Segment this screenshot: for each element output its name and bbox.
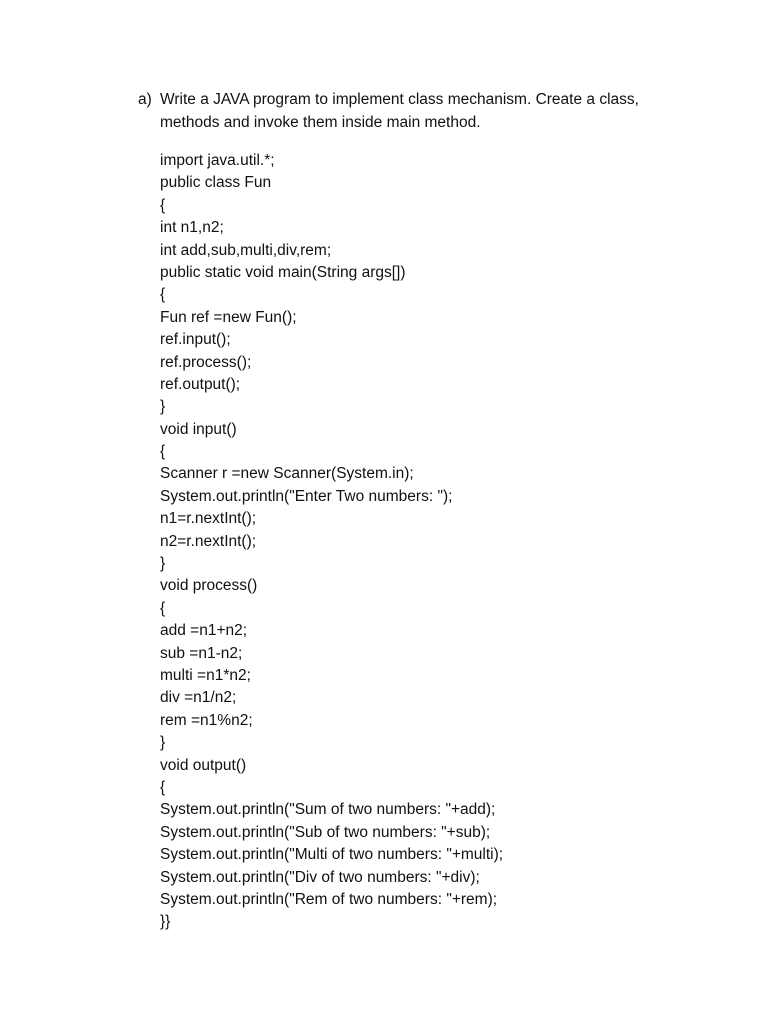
code-line: System.out.println("Enter Two numbers: ");	[160, 487, 453, 505]
code-line: Scanner r =new Scanner(System.in);	[160, 465, 414, 483]
code-line: sub =n1-n2;	[160, 644, 243, 662]
code-line: int n1,n2;	[160, 219, 224, 237]
code-line: Fun ref =new Fun();	[160, 308, 297, 326]
question-line: Write a JAVA program to implement class mechanism. Create a class,	[160, 91, 639, 108]
code-line: }	[160, 555, 166, 573]
code-line: void process()	[160, 577, 258, 595]
code-line: System.out.println("Rem of two numbers: "+rem);	[160, 890, 498, 908]
code-line: rem =n1%n2;	[160, 711, 253, 729]
question-block	[138, 88, 658, 134]
code-line: System.out.println("Sub of two numbers: "+sub);	[160, 823, 491, 841]
code-line: {	[160, 196, 166, 214]
code-line: add =n1+n2;	[160, 622, 248, 640]
code-line: {	[160, 443, 166, 461]
code-line: n2=r.nextInt();	[160, 532, 257, 550]
code-line: System.out.println("Div of two numbers: "+div);	[160, 868, 480, 886]
code-line: void input()	[160, 420, 237, 438]
code-line: ref.output();	[160, 375, 241, 393]
code-line: System.out.println("Sum of two numbers: "+add);	[160, 801, 496, 819]
code-line: multi =n1*n2;	[160, 666, 251, 684]
code-line: ref.input();	[160, 331, 231, 349]
code-line: n1=r.nextInt();	[160, 510, 257, 528]
code-line: import java.util.*;	[160, 152, 275, 169]
question-text	[160, 88, 658, 134]
code-line: {	[160, 286, 166, 304]
code-line: }	[160, 398, 166, 416]
code-listing	[160, 150, 503, 934]
question-marker: a)	[138, 91, 152, 108]
code-line: {	[160, 778, 166, 796]
code-line: void output()	[160, 756, 247, 774]
code-line: public class Fun	[160, 174, 272, 192]
code-line: {	[160, 599, 166, 617]
code-line: div =n1/n2;	[160, 689, 237, 707]
code-line: System.out.println("Multi of two numbers: "+multi);	[160, 846, 504, 864]
code-line: public static void main(String args[])	[160, 263, 406, 281]
code-line: }}	[160, 913, 171, 931]
code-line: ref.process();	[160, 353, 252, 371]
question-line: methods and invoke them inside main method.	[160, 114, 481, 131]
code-line: }	[160, 734, 166, 752]
code-line: int add,sub,multi,div,rem;	[160, 241, 332, 259]
